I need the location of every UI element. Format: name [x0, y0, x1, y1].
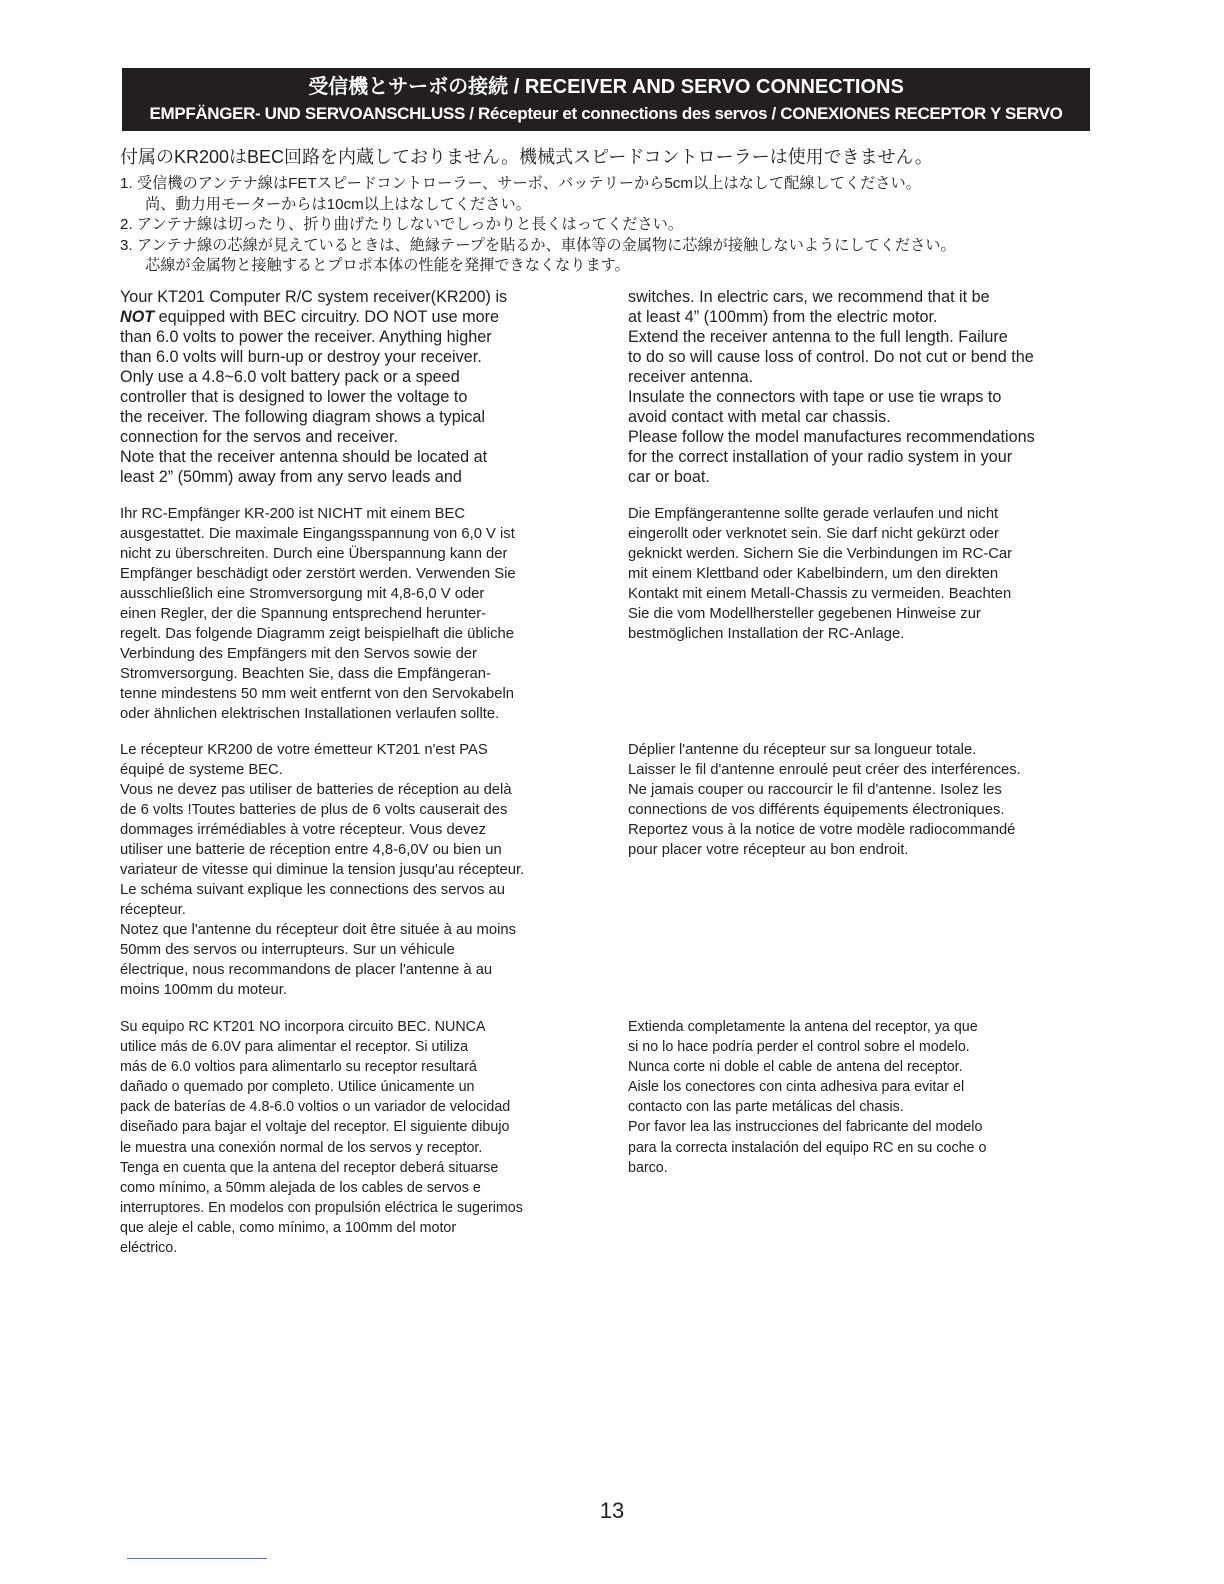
japanese-section: [120, 146, 1100, 277]
french-right: [628, 740, 1098, 860]
japanese-item-1: 1. 受信機のアンテナ線はFETスピードコントローラー、サーボ、バッテリーから5cm以上はなして配線してください。: [120, 175, 921, 192]
german-right: [628, 504, 1098, 644]
german-right-text: Die Empfängerantenne sollte gerade verlaufen und nicht eingerollt oder verknotet sein. Sie darf nicht gekürzt oder geknickt werden. Sichern Sie die Verbindungen im RC-Car mit einem Klettband oder Kabelbindern, um den direkten Kontakt mit einem Metall-Chassis zu vermeiden. Beachten Sie die vom Modellhersteller gegebenen Hinweise zur bestmöglichen Installation der RC-Anlage.: [628, 506, 1013, 642]
german-left-text: Ihr RC-Empfänger KR-200 ist NICHT mit einem BEC ausgestattet. Die maximale Eingangsspannung von 6,0 V ist nicht zu überschreiten. Durch eine Überspannung kann der Empfänger beschädigt oder zerstört werden. Verwenden Sie ausschließlich eine Stromversorgung mit 4,8-6,0 V oder einen Regler, der die Spannung entsprechend herunter- regelt. Das folgende Diagramm zeigt beispielhaft die übliche Verbindung des Empfängers mit den Servos sowie der Stromversorgung. Beachten Sie, dass die Empfängeran- tenne mindestens 50 mm weit entfernt von den Servokabeln oder ähnlichen elektrischen Installationen verlaufen sollte.: [120, 506, 516, 722]
japanese-item-3-cont: 芯線が金属物と接触するとプロポ本体の性能を発揮できなくなります。: [145, 257, 630, 274]
english-right-text: switches. In electric cars, we recommend that it be at least 4” (100mm) from the electric motor. Extend the receiver antenna to the full length. Failure to do so will cause loss of control. Do not cut or bend the receiver antenna. Insulate the connectors with tape or use tie wraps to avoid contact with metal car chassis. Please follow the model manufactures recommendations for the correct installation of your radio system in your car or boat.: [628, 288, 1035, 486]
spanish-left-text: Su equipo RC KT201 NO incorpora circuito BEC. NUNCA utilice más de 6.0V para alimentar el receptor. Si utiliza más de 6.0 voltios para alimentarlo su receptor resultará dañado o quemado por completo. Utilice únicamente un pack de baterías de 4.8-6.0 voltios o un variador de velocidad diseñado para bajar el voltaje del receptor. El siguiente dibujo le muestra una conexión normal de los servos y receptor. Tenga en cuenta que la antena del receptor deberá situarse como mínimo, a 50mm alejada de los cables de servos e interruptores. En modelos con propulsión eléctrica le sugerimos que aleje el cable, como mínimo, a 100mm del motor eléctrico.: [120, 1019, 523, 1257]
french-left: [120, 740, 590, 1000]
decorative-underline: [127, 1558, 267, 1559]
header-title-line2: EMPFÄNGER- UND SERVOANSCHLUSS / Récepteur et connections des servos / CONEXIONES RECEPTOR Y SERVO: [149, 104, 1063, 123]
german-left: [120, 504, 590, 724]
spanish-right-text: Extienda completamente la antena del receptor, ya que si no lo hace podría perder el control sobre el modelo. Nunca corte ni doble el cable de antena del receptor. Aisle los conectores con cinta adhesiva para evitar el contacto con las parte metálicas del chasis. Por favor lea las instrucciones del fabricante del modelo para la correcta instalación del equipo RC en su coche o barco.: [628, 1019, 987, 1176]
french-left-text: Le récepteur KR200 de votre émetteur KT201 n'est PAS équipé de systeme BEC. Vous ne devez pas utiliser de batteries de réception au delà de 6 volts !Toutes batteries de plus de 6 volts causerait des dommages irrémédiables à votre récepteur. Vous devez utiliser une batterie de réception entre 4,8-6,0V ou bien un variateur de vitesse qui diminue la tension jusqu'au récepteur. Le schéma suivant explique les connections des servos au récepteur. Notez que l'antenne du récepteur doit être située à au moins 50mm des servos ou interrupteurs. Sur un véhicule électrique, nous recommandons de placer l'antenne à au moins 100mm du moteur.: [120, 742, 525, 998]
french-right-text: Déplier l'antenne du récepteur sur sa longueur totale. Laisser le fil d'antenne enroulé peut créer des interférences. Ne jamais couper ou raccourcir le fil d'antenne. Isolez les connections de vos différents équipements électroniques. Reportez vous à la notice de votre modèle radiocommandé pour placer votre récepteur au bon endroit.: [628, 742, 1021, 858]
section-header: [122, 68, 1090, 131]
page-number: 13: [599, 1498, 625, 1523]
english-not-emphasis: NOT: [120, 308, 155, 326]
japanese-item-3: 3. アンテナ線の芯線が見えているときは、絶縁テープを貼るか、車体等の金属物に芯線が接触しないようにしてください。: [120, 236, 956, 254]
english-left: [120, 287, 590, 487]
japanese-item-1-cont: 尚、動力用モーターからは10cm以上はなしてください。: [145, 195, 531, 213]
header-title-line1: 受信機とサーボの接続 / RECEIVER AND SERVO CONNECTIONS: [308, 76, 904, 98]
english-left-text: [120, 287, 590, 487]
english-left-before: Your KT201 Computer R/C system receiver(KR200) is: [120, 288, 508, 306]
english-right: [628, 287, 1098, 487]
english-left-after: equipped with BEC circuitry. DO NOT use more than 6.0 volts to power the receiver. Anything higher than 6.0 volts will burn-up or destroy your receiver. Only use a 4.8~6.0 volt battery pack or a speed controller that is designed to lower the voltage to the receiver. The following diagram shows a typical connection for the servos and receiver. Note that the receiver antenna should be located at least 2” (50mm) away from any servo leads and: [120, 308, 500, 486]
japanese-item-2: 2. アンテナ線は切ったり、折り曲げたりしないでしっかりと長くはってください。: [120, 216, 684, 233]
spanish-left: [120, 1017, 590, 1258]
japanese-lead: 付属のKR200はBEC回路を内蔵しておりません。機械式スピードコントローラーは使用できません。: [120, 147, 933, 167]
spanish-right: [628, 1017, 1098, 1178]
